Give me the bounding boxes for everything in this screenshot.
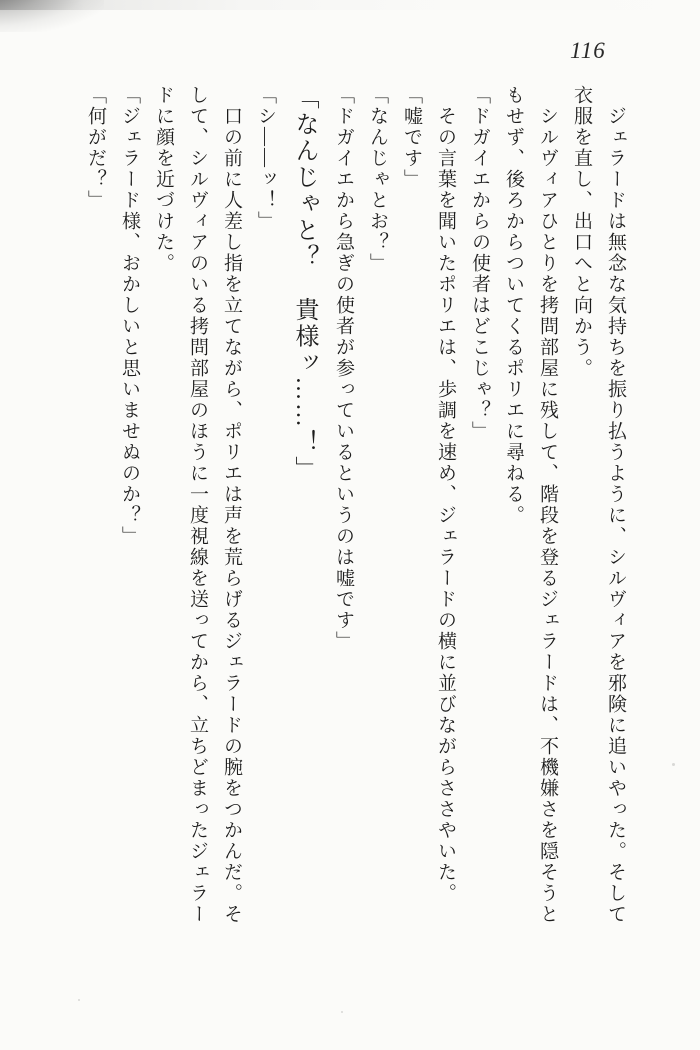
text-column-dialogue-emphasis: 「なんじゃと？ 貴様ッ……！」	[291, 85, 317, 483]
text-column: 口の前に人差し指を立てながら、ポリエは声を荒らげるジェラードの腕をつかんだ。そ	[221, 85, 242, 925]
text-column: その言葉を聞いたポリエは、歩調を速め、ジェラードの横に並びながらささやいた。	[435, 85, 456, 904]
scan-speck	[672, 763, 675, 766]
text-column-dialogue: 「なんじゃとお？」	[367, 85, 388, 274]
scan-speck	[78, 999, 80, 1001]
text-column: もせず、後ろからついてくるポリエに尋ねる。	[503, 85, 524, 526]
page-number	[570, 38, 606, 64]
scan-noise-band	[0, 0, 700, 10]
text-column-dialogue: 「シ――ッ！」	[255, 85, 276, 232]
text-block	[78, 85, 632, 933]
text-column-dialogue: 「何がだ？」	[85, 85, 106, 211]
text-column: シルヴィアひとりを拷問部屋に残して、階段を登るジェラードは、不機嫌さを隠そうと	[537, 85, 558, 925]
text-column: して、シルヴィアのいる拷問部屋のほうに一度視線を送ってから、立ちどまったジェラー	[187, 85, 208, 925]
scan-speck	[341, 1011, 343, 1013]
text-column: ジェラードは無念な気持ちを振り払うように、シルヴィアを邪険に追いやった。そして	[605, 85, 626, 925]
text-column-dialogue: 「ジェラード様、おかしいと思いませぬのか？」	[119, 85, 140, 547]
text-column-dialogue: 「嘘です」	[401, 85, 422, 190]
text-column: 衣服を直し、出口へと向かう。	[571, 85, 592, 379]
page-number-text: 116	[570, 38, 606, 63]
text-column: ドに顔を近づけた。	[153, 85, 174, 274]
text-column-dialogue: 「ドガイエから急ぎの使者が参っているというのは嘘です」	[333, 85, 354, 652]
scan-smudge-corner	[0, 0, 104, 32]
text-column-dialogue: 「ドガイエからの使者はどこじゃ？」	[469, 85, 490, 442]
